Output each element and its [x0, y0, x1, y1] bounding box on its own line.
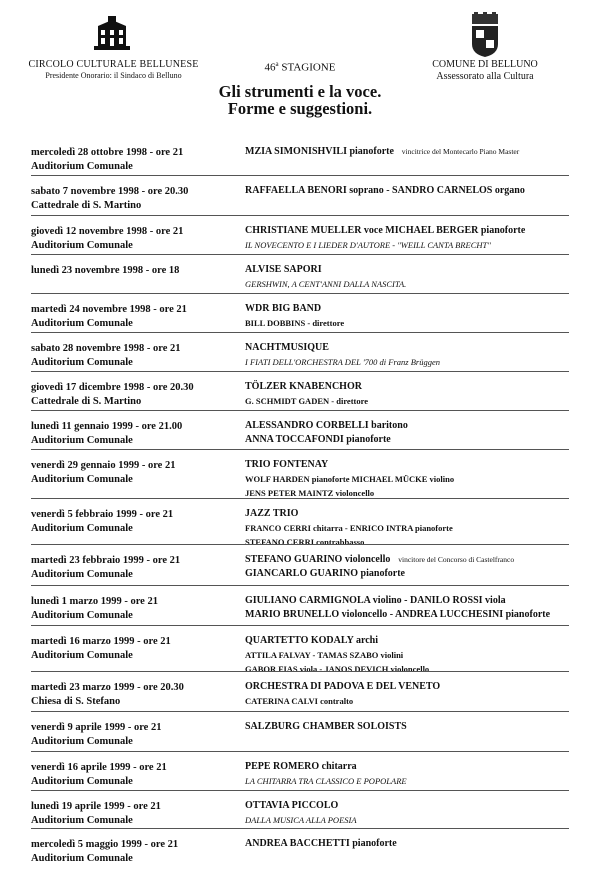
performer-line [245, 303, 590, 315]
performer-note: vincitrice del Montecarlo Piano Master [399, 147, 520, 156]
event-divider [31, 498, 569, 499]
event-when [31, 635, 236, 663]
performer-text: G. SCHMIDT GADEN - direttore [245, 396, 369, 406]
performer-text: CATERINA CALVI contralto [245, 696, 354, 706]
event-divider [31, 293, 569, 294]
event-date: lunedì 11 gennaio 1999 - ore 21.00 [31, 421, 183, 432]
performer-text: GIANCARLO GUARINO pianoforte [245, 568, 405, 579]
event-when [31, 508, 236, 536]
performer-line [245, 838, 590, 850]
event-performers [245, 554, 590, 580]
performer-line [245, 473, 590, 485]
event-performers [245, 800, 590, 826]
performer-text: WOLF HARDEN pianoforte MICHAEL MÜCKE violino [245, 474, 455, 484]
performer-text: BILL DOBBINS - direttore [245, 318, 345, 328]
performer-line [245, 225, 590, 237]
event-divider [31, 828, 569, 829]
season-word: STAGIONE [281, 61, 336, 74]
event-performers [245, 225, 590, 251]
title-line-1: Gli strumenti e la voce. [218, 82, 382, 101]
event-venue: Chiesa di S. Stefano [31, 696, 121, 707]
event-divider [31, 625, 569, 626]
performer-text: JAZZ TRIO [245, 508, 299, 519]
event-divider [31, 585, 569, 586]
event-performers [245, 681, 590, 707]
event-when [31, 264, 236, 278]
performer-line [245, 800, 590, 812]
org-right-name: COMUNE DI BELLUNO [432, 59, 538, 70]
event-venue: Auditorium Comunale [31, 815, 133, 826]
event-when [31, 681, 236, 709]
performer-text: ANNA TOCCAFONDI pianoforte [245, 434, 391, 445]
performer-text: ALVISE SAPORI [245, 264, 322, 275]
performer-text: STEFANO GUARINO violoncello [245, 554, 391, 565]
performer-line [245, 554, 590, 566]
event-performers [245, 420, 590, 446]
event-venue: Auditorium Comunale [31, 161, 133, 172]
event-divider [31, 711, 569, 712]
performer-text: WDR BIG BAND [245, 303, 322, 314]
performer-line [245, 681, 590, 693]
event-divider [31, 790, 569, 791]
event-performers [245, 342, 590, 368]
org-right-subtitle: Assessorato alla Cultura [436, 71, 534, 82]
event-when [31, 342, 236, 370]
season-label [240, 60, 360, 74]
event-divider [31, 671, 569, 672]
performer-line [245, 395, 590, 407]
event-date: giovedì 12 novembre 1998 - ore 21 [31, 226, 184, 237]
page-title [150, 83, 450, 117]
event-date: lunedì 19 aprile 1999 - ore 21 [31, 801, 161, 812]
event-when [31, 761, 236, 789]
performer-text: GERSHWIN, A CENT'ANNI DALLA NASCITA. [245, 279, 407, 289]
event-divider [31, 410, 569, 411]
event-divider [31, 751, 569, 752]
performer-text: GIULIANO CARMIGNOLA violino - DANILO ROSSI viola [245, 595, 506, 606]
event-venue: Auditorium Comunale [31, 357, 133, 368]
event-venue: Cattedrale di S. Martino [31, 200, 142, 211]
performer-line [245, 695, 590, 707]
event-venue: Auditorium Comunale [31, 523, 133, 534]
performer-line [245, 775, 590, 787]
performer-text: MARIO BRUNELLO violoncello - ANDREA LUCCHESINI pianoforte [245, 609, 551, 620]
event-performers [245, 381, 590, 407]
performer-line [245, 761, 590, 773]
event-divider [31, 371, 569, 372]
performer-line [245, 522, 590, 534]
event-when [31, 303, 236, 331]
performer-text: FRANCO CERRI chitarra - ENRICO INTRA pianoforte [245, 523, 453, 533]
org-right [410, 59, 560, 82]
org-left [16, 59, 211, 80]
performer-line [245, 663, 590, 675]
event-date: venerdì 5 febbraio 1999 - ore 21 [31, 509, 174, 520]
event-when [31, 225, 236, 253]
event-date: mercoledì 28 ottobre 1998 - ore 21 [31, 147, 184, 158]
event-venue: Auditorium Comunale [31, 569, 133, 580]
performer-line [245, 434, 590, 446]
performer-text: PEPE ROMERO chitarra [245, 761, 357, 772]
performer-line [245, 420, 590, 432]
org-left-subtitle: Presidente Onorario: il Sindaco di Belluno [45, 71, 182, 80]
performer-text: DALLA MUSICA ALLA POESIA [245, 815, 357, 825]
event-date: martedì 23 febbraio 1999 - ore 21 [31, 555, 181, 566]
event-date: sabato 7 novembre 1998 - ore 20.30 [31, 186, 189, 197]
performer-text: ORCHESTRA DI PADOVA E DEL VENETO [245, 681, 441, 692]
season-superscript: a [275, 60, 279, 68]
performer-line [245, 609, 590, 621]
performer-line [245, 146, 590, 158]
page-header [0, 0, 600, 140]
event-performers [245, 721, 590, 733]
event-performers [245, 595, 590, 621]
performer-line [245, 814, 590, 826]
event-performers [245, 508, 590, 548]
performer-line [245, 595, 590, 607]
performer-text: MZIA SIMONISHVILI pianoforte [245, 146, 394, 157]
city-crest-icon [468, 12, 502, 58]
event-venue: Auditorium Comunale [31, 240, 133, 251]
performer-line [245, 536, 590, 548]
event-performers [245, 185, 590, 197]
event-divider [31, 449, 569, 450]
event-date: venerdì 9 aprile 1999 - ore 21 [31, 722, 162, 733]
event-date: lunedì 23 novembre 1998 - ore 18 [31, 265, 180, 276]
performer-line [245, 381, 590, 393]
performer-line [245, 635, 590, 647]
event-date: giovedì 17 dicembre 1998 - ore 20.30 [31, 382, 194, 393]
event-divider [31, 175, 569, 176]
performer-text: OTTAVIA PICCOLO [245, 800, 339, 811]
event-date: martedì 24 novembre 1998 - ore 21 [31, 304, 187, 315]
performer-text: TRIO FONTENAY [245, 459, 329, 470]
performer-line [245, 568, 590, 580]
performer-text: IL NOVECENTO E I LIEDER D'AUTORE - "WEILL CANTA BRECHT" [245, 240, 491, 250]
org-left-name: CIRCOLO CULTURALE BELLUNESE [28, 59, 199, 70]
event-venue: Cattedrale di S. Martino [31, 396, 142, 407]
performer-text: QUARTETTO KODALY archi [245, 635, 379, 646]
event-date: mercoledì 5 maggio 1999 - ore 21 [31, 839, 179, 850]
performer-text: ATTILA FALVAY - TAMAS SZABO violini [245, 650, 404, 660]
performer-text: I FIATI DELL'ORCHESTRA DEL '700 di Franz Brüggen [245, 357, 440, 367]
event-when [31, 381, 236, 409]
performer-text: JENS PETER MAINTZ violoncello [245, 488, 375, 498]
event-when [31, 420, 236, 448]
event-venue: Auditorium Comunale [31, 853, 133, 864]
event-date: venerdì 29 gennaio 1999 - ore 21 [31, 460, 176, 471]
performer-line [245, 278, 590, 290]
event-venue: Auditorium Comunale [31, 650, 133, 661]
title-line-2: Forme e suggestioni. [227, 99, 373, 118]
performer-line [245, 342, 590, 354]
event-venue: Auditorium Comunale [31, 776, 133, 787]
event-divider [31, 254, 569, 255]
event-venue: Auditorium Comunale [31, 610, 133, 621]
event-when [31, 721, 236, 749]
performer-line [245, 239, 590, 251]
performer-line [245, 317, 590, 329]
performer-text: STEFANO CERRI contrabbasso [245, 537, 365, 547]
event-venue: Auditorium Comunale [31, 474, 133, 485]
building-logo-icon [92, 14, 132, 54]
performer-line [245, 264, 590, 276]
performer-text: RAFFAELLA BENORI soprano - SANDRO CARNELOS organo [245, 185, 525, 196]
performer-line [245, 185, 590, 197]
performer-text: SALZBURG CHAMBER SOLOISTS [245, 721, 407, 732]
event-venue: Auditorium Comunale [31, 318, 133, 329]
event-performers [245, 838, 590, 850]
performer-text: NACHTMUSIQUE [245, 342, 329, 353]
performer-text: TÖLZER KNABENCHOR [245, 381, 362, 392]
performer-line [245, 649, 590, 661]
performer-line [245, 459, 590, 471]
event-divider [31, 332, 569, 333]
event-divider [31, 544, 569, 545]
performer-line [245, 721, 590, 733]
event-when [31, 554, 236, 582]
event-date: sabato 28 novembre 1998 - ore 21 [31, 343, 181, 354]
performer-text: CHRISTIANE MUELLER voce MICHAEL BERGER pianoforte [245, 225, 526, 236]
event-when [31, 459, 236, 487]
event-performers [245, 635, 590, 675]
event-performers [245, 264, 590, 290]
performer-line [245, 356, 590, 368]
performer-line [245, 508, 590, 520]
event-when [31, 838, 236, 866]
event-divider [31, 215, 569, 216]
season-number: 46 [264, 61, 276, 74]
event-performers [245, 303, 590, 329]
event-when [31, 185, 236, 213]
event-date: martedì 16 marzo 1999 - ore 21 [31, 636, 171, 647]
performer-text: LA CHITARRA TRA CLASSICO E POPOLARE [245, 776, 407, 786]
performer-text: GABOR FIAS viola - JANOS DEVICH violoncello [245, 664, 430, 674]
event-date: lunedì 1 marzo 1999 - ore 21 [31, 596, 158, 607]
performer-note: vincitore del Concorso di Castelfranco [396, 555, 515, 564]
performer-text: ALESSANDRO CORBELLI baritono [245, 420, 408, 431]
event-performers [245, 761, 590, 787]
event-when [31, 595, 236, 623]
event-date: martedì 23 marzo 1999 - ore 20.30 [31, 682, 184, 693]
performer-text: ANDREA BACCHETTI pianoforte [245, 838, 397, 849]
event-date: venerdì 16 aprile 1999 - ore 21 [31, 762, 167, 773]
event-venue: Auditorium Comunale [31, 435, 133, 446]
event-performers [245, 459, 590, 499]
event-when [31, 800, 236, 828]
event-performers [245, 146, 590, 158]
event-when [31, 146, 236, 174]
event-venue: Auditorium Comunale [31, 736, 133, 747]
